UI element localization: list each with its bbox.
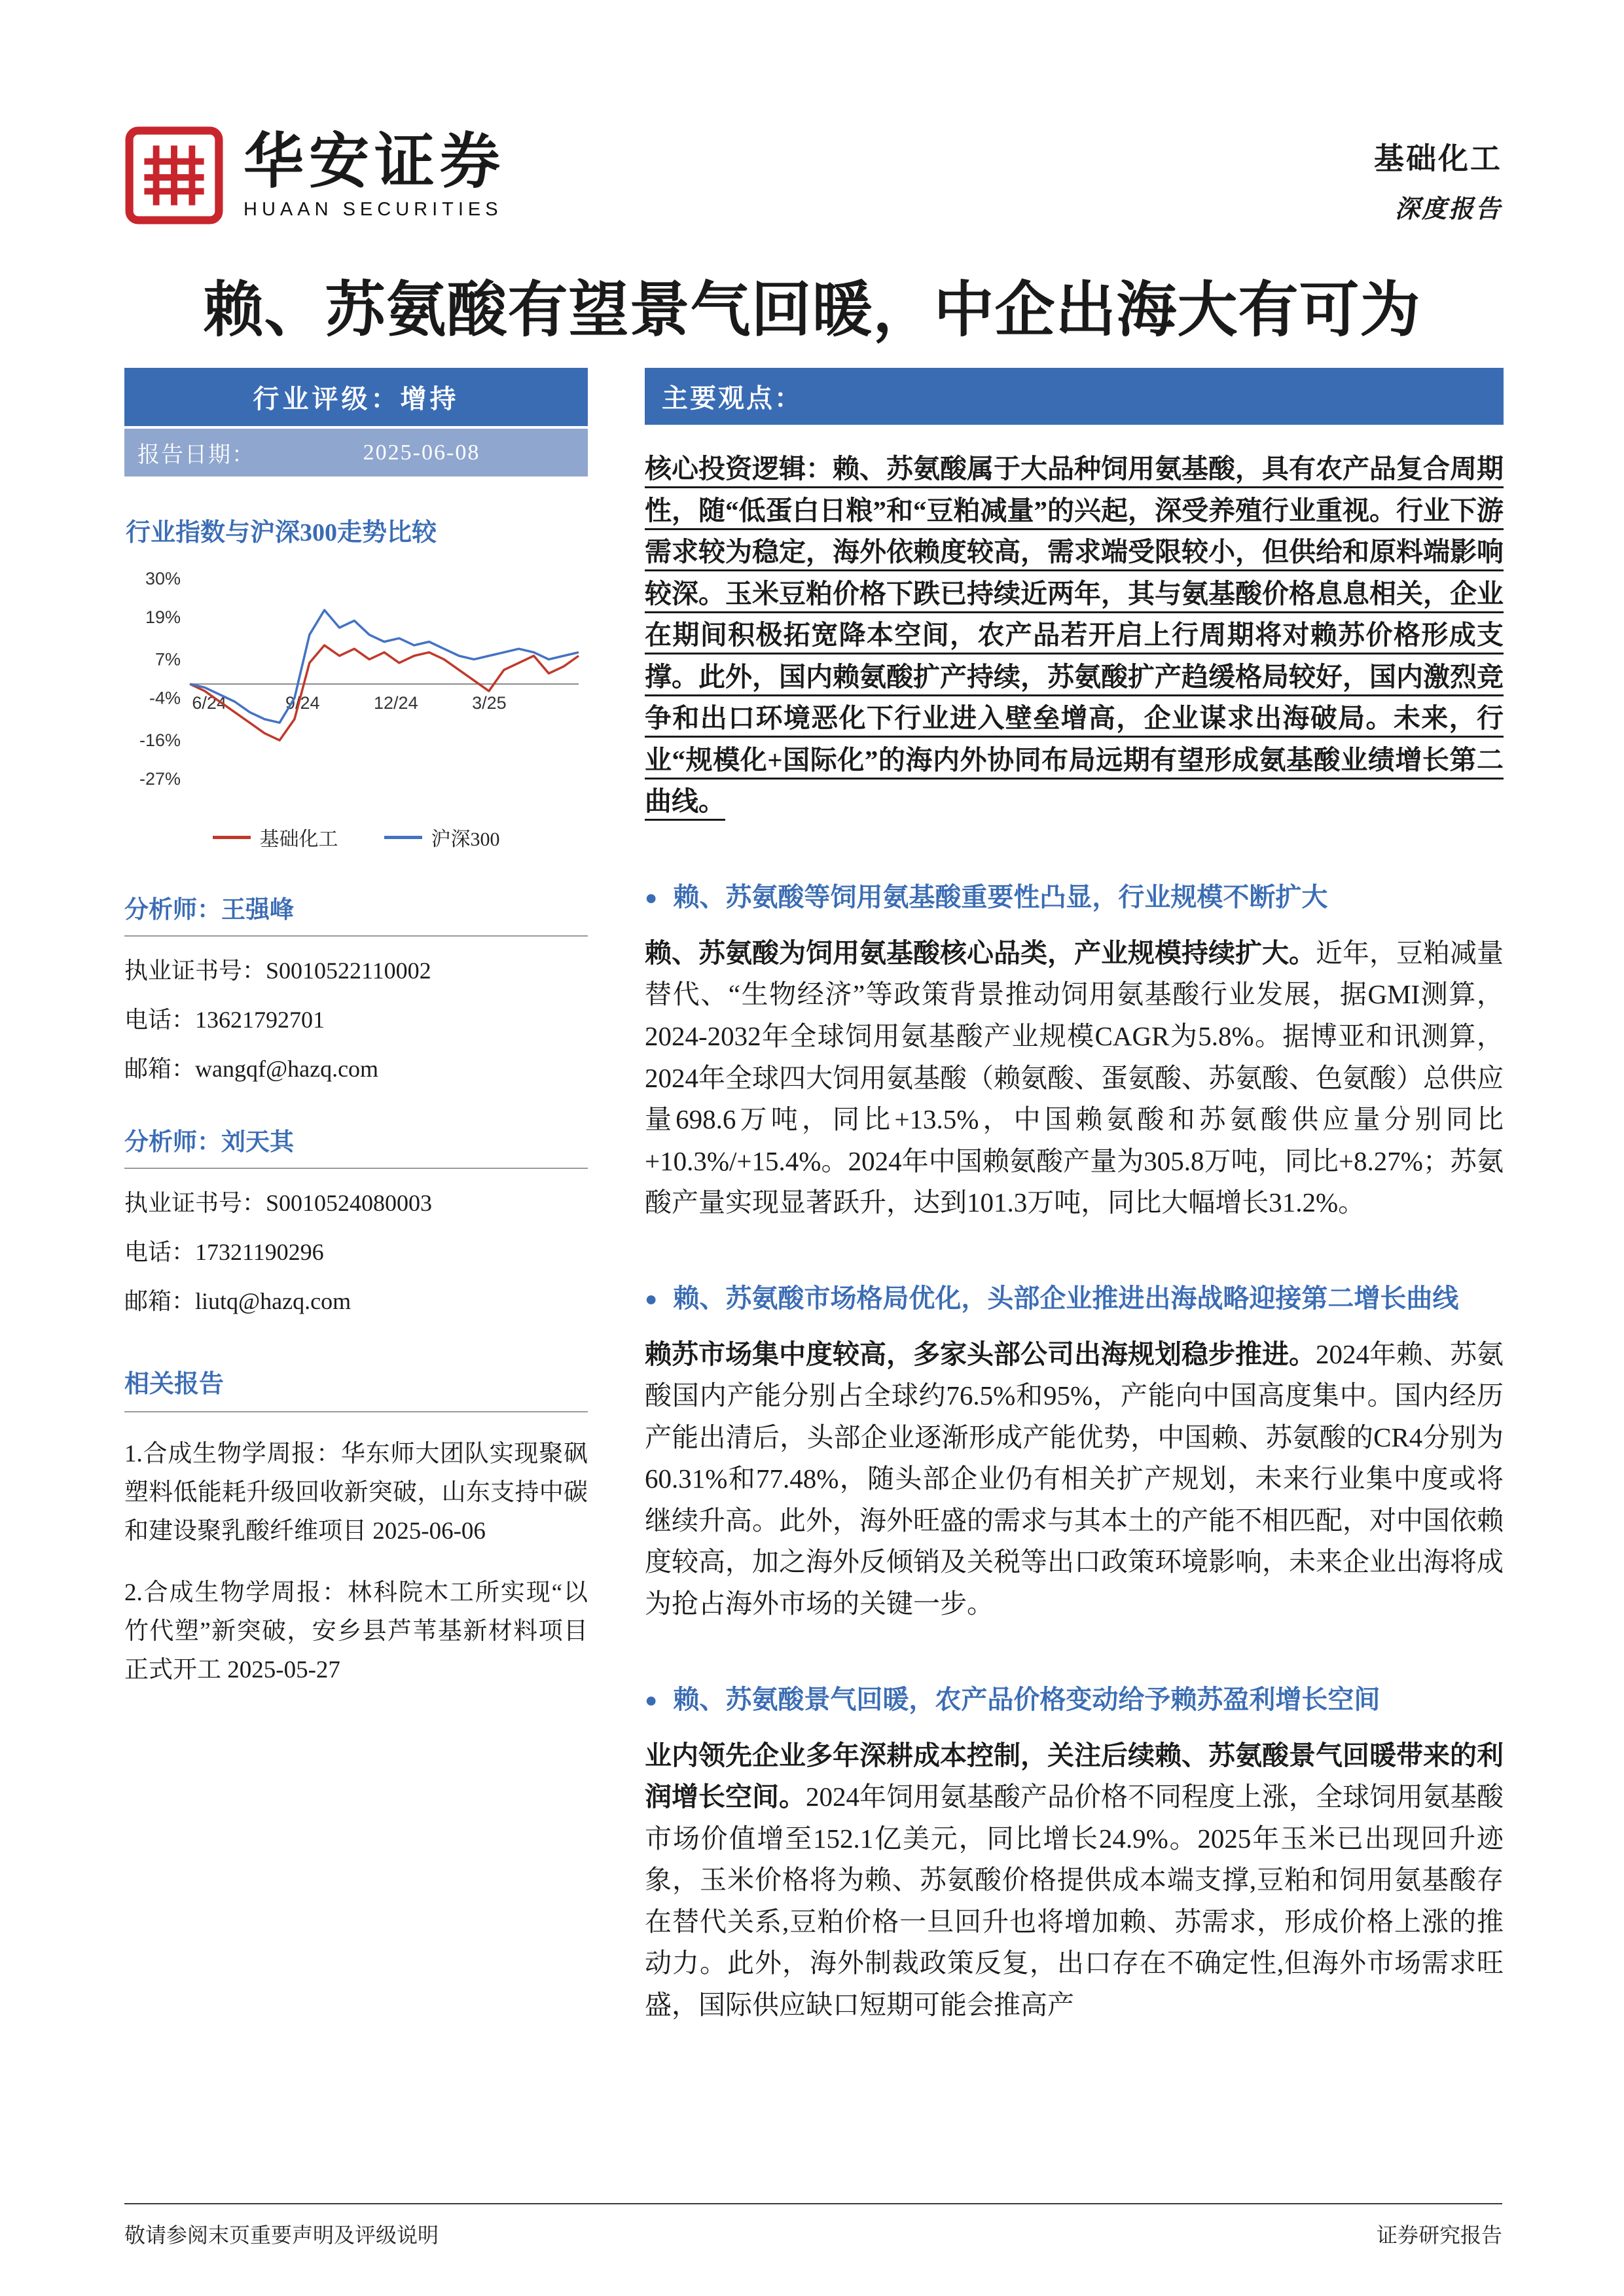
analyst-phone: 电话：17321190296 [124,1239,324,1265]
section-2 [645,1279,1504,1625]
chart-title: 行业指数与沪深300走势比较 [126,519,437,547]
section-heading [645,878,1504,917]
main-content [645,368,1504,2026]
analyst-name: 分析师：刘天其 [124,1122,588,1169]
section-body-text: 2024年赖、苏氨酸国内产能分别占全球约76.5%和95%，产能向中国高度集中。国内经历产能出清后，头部企业逐渐形成产能优势，中国赖、苏氨酸的CR4分别为60.31%和77.48%，随头部企业仍有相关扩产规划，未来行业集中度或将继续升高。此外，海外旺盛的需求与其本土的产能不相匹配，对中国依赖度较高，加之海外反倾销及关税等出口政策环境影响，未来企业出海将成为抢占海外市场的关键一步。 [645,1338,1504,1619]
section-paragraph [645,1334,1504,1625]
footer-disclaimer: 敬请参阅末页重要声明及评级说明 [124,2223,439,2247]
legend-item-industry [213,823,338,852]
brand-subtitle: HUAAN SECURITIES [244,198,503,220]
analyst-email: 邮箱：wangqf@hazq.com [124,1056,379,1082]
brand-seal-icon [124,126,224,225]
bullet-icon: ● [645,1286,658,1310]
analyst-cert: 执业证书号：S0010522110002 [124,958,431,984]
svg-text:30%: 30% [145,568,181,588]
section-3 [645,1680,1504,2026]
bullet-icon: ● [645,885,658,909]
section-lead: 赖、苏氨酸为饲用氨基酸核心品类，产业规模持续扩大。 [645,937,1316,968]
sector-label: 基础化工 [1374,142,1502,175]
svg-text:7%: 7% [154,649,181,670]
svg-text:3/25: 3/25 [472,693,507,713]
analyst-phone: 电话：13621792701 [124,1007,325,1033]
svg-text:-16%: -16% [139,730,181,751]
section-body-text: 2024年饲用氨基酸产品价格不同程度上涨，全球饲用氨基酸市场价值增至152.1亿美元，同比增长24.9%。2025年玉米已出现回升迹象，玉米价格将为赖、苏氨酸价格提供成本端支撑,豆粕和饲用氨基酸存在替代关系,豆粕价格一旦回升也将增加赖、苏需求，形成价格上涨的推动力。此外，海外制裁政策反复，出口存在不确定性,但海外市场需求旺盛，国际供应缺口短期可能会推高产 [645,1782,1504,2020]
svg-text:19%: 19% [145,607,181,627]
industry-rating-banner: 行业评级：增持 [124,368,588,426]
legend-label-hs300: 沪深300 [431,829,500,850]
trend-chart [124,560,588,821]
svg-text:12/24: 12/24 [374,693,418,713]
brand [124,126,505,225]
report-date-value: 2025-06-08 [363,440,480,465]
section-paragraph [645,933,1504,1224]
section-1 [645,878,1504,1224]
analyst-name: 分析师：王强峰 [124,889,588,937]
related-reports-title: 相关报告 [124,1363,588,1412]
section-body-text: 近年，豆粕减量替代、“生物经济”等政策背景推动饲用氨基酸行业发展，据GMI测算，2024-2032年全球饲用氨基酸产业规模CAGR为5.8%。据博亚和讯测算，2024年全球四大饲用氨基酸（赖氨酸、蛋氨酸、苏氨酸、色氨酸）总供应量698.6万吨，同比+13.5%，中国赖氨酸和苏氨酸供应量分别同比+10.3%/+15.4%。2024年中国赖氨酸产量为305.8万吨，同比+8.27%；苏氨酸产量实现显著跃升，达到101.3万吨，同比大幅增长31.2%。 [645,937,1504,1218]
brand-text [244,130,505,221]
bullet-icon: ● [645,1687,658,1712]
section-paragraph [645,1735,1504,2026]
header-right [1374,126,1502,224]
page-footer [124,2203,1502,2249]
analyst-cert: 执业证书号：S0010524080003 [124,1190,433,1216]
footer-report-type: 证券研究报告 [1376,2223,1502,2247]
report-type-label: 深度报告 [1394,196,1502,223]
report-date-banner [124,429,588,476]
section-heading [645,1279,1504,1318]
header [124,126,1502,225]
core-logic-paragraph: 核心投资逻辑：赖、苏氨酸属于大品种饲用氨基酸，具有农产品复合周期性，随“低蛋白日粮”和“豆粕减量”的兴起，深受养殖行业重视。行业下游需求较为稳定，海外依赖度较高，需求端受限较小，但供给和原料端影响较深。玉米豆粕价格下跌已持续近两年，其与氨基酸价格息息相关，企业在期间积极拓宽降本空间，农产品若开启上行周期将对赖苏价格形成支撑。此外，国内赖氨酸扩产持续，苏氨酸扩产趋缓格局较好，国内激烈竞争和出口环境恶化下行业进入壁垒增高，企业谋求出海破局。未来，行业“规模化+国际化”的海内外协同布局远期有望形成氨基酸业绩增长第二曲线。 [645,454,1504,817]
analyst-block-1 [124,889,588,1084]
svg-text:-27%: -27% [139,769,181,789]
related-report-item: 2.合成生物学周报：林科院木工所实现“以竹代塑”新突破，安乡县芦苇基新材料项目正式开工 2025-05-27 [124,1579,588,1683]
sidebar [124,368,588,1689]
section-heading [645,1680,1504,1719]
section-lead: 业内领先企业多年深耕成本控制，关注后续赖、苏氨酸景气回暖带来的利润增长空间。 [645,1740,1504,1812]
legend-item-hs300 [384,823,500,852]
section-heading-text: 赖、苏氨酸景气回暖，农产品价格变动给予赖苏盈利增长空间 [673,1684,1380,1714]
chart-legend [124,823,588,852]
brand-name: 华安证券 [244,128,506,196]
section-lead: 赖苏市场集中度较高，多家头部公司出海规划稳步推进。 [645,1338,1316,1369]
related-report-item: 1.合成生物学周报：华东师大团队实现聚砜塑料低能耗升级回收新突破，山东支持中碳和建设聚乳酸纤维项目 2025-06-06 [124,1441,588,1545]
legend-swatch-red [213,836,251,839]
section-heading-text: 赖、苏氨酸等饲用氨基酸重要性凸显，行业规模不断扩大 [673,882,1328,912]
analyst-block-2 [124,1122,588,1316]
svg-text:-4%: -4% [149,688,181,708]
report-date-label: 报告日期： [137,443,255,467]
analyst-email: 邮箱：liutq@hazq.com [124,1288,352,1314]
report-title: 赖、苏氨酸有望景气回暖，中企出海大有可为 [203,277,1421,344]
svg-text:6/24: 6/24 [192,693,226,713]
legend-swatch-blue [384,836,422,839]
svg-text:9/24: 9/24 [285,693,320,713]
legend-label-industry: 基础化工 [259,829,338,850]
section-heading-text: 赖、苏氨酸市场格局优化，头部企业推进出海战略迎接第二增长曲线 [673,1283,1459,1313]
key-points-banner: 主要观点： [645,368,1504,425]
